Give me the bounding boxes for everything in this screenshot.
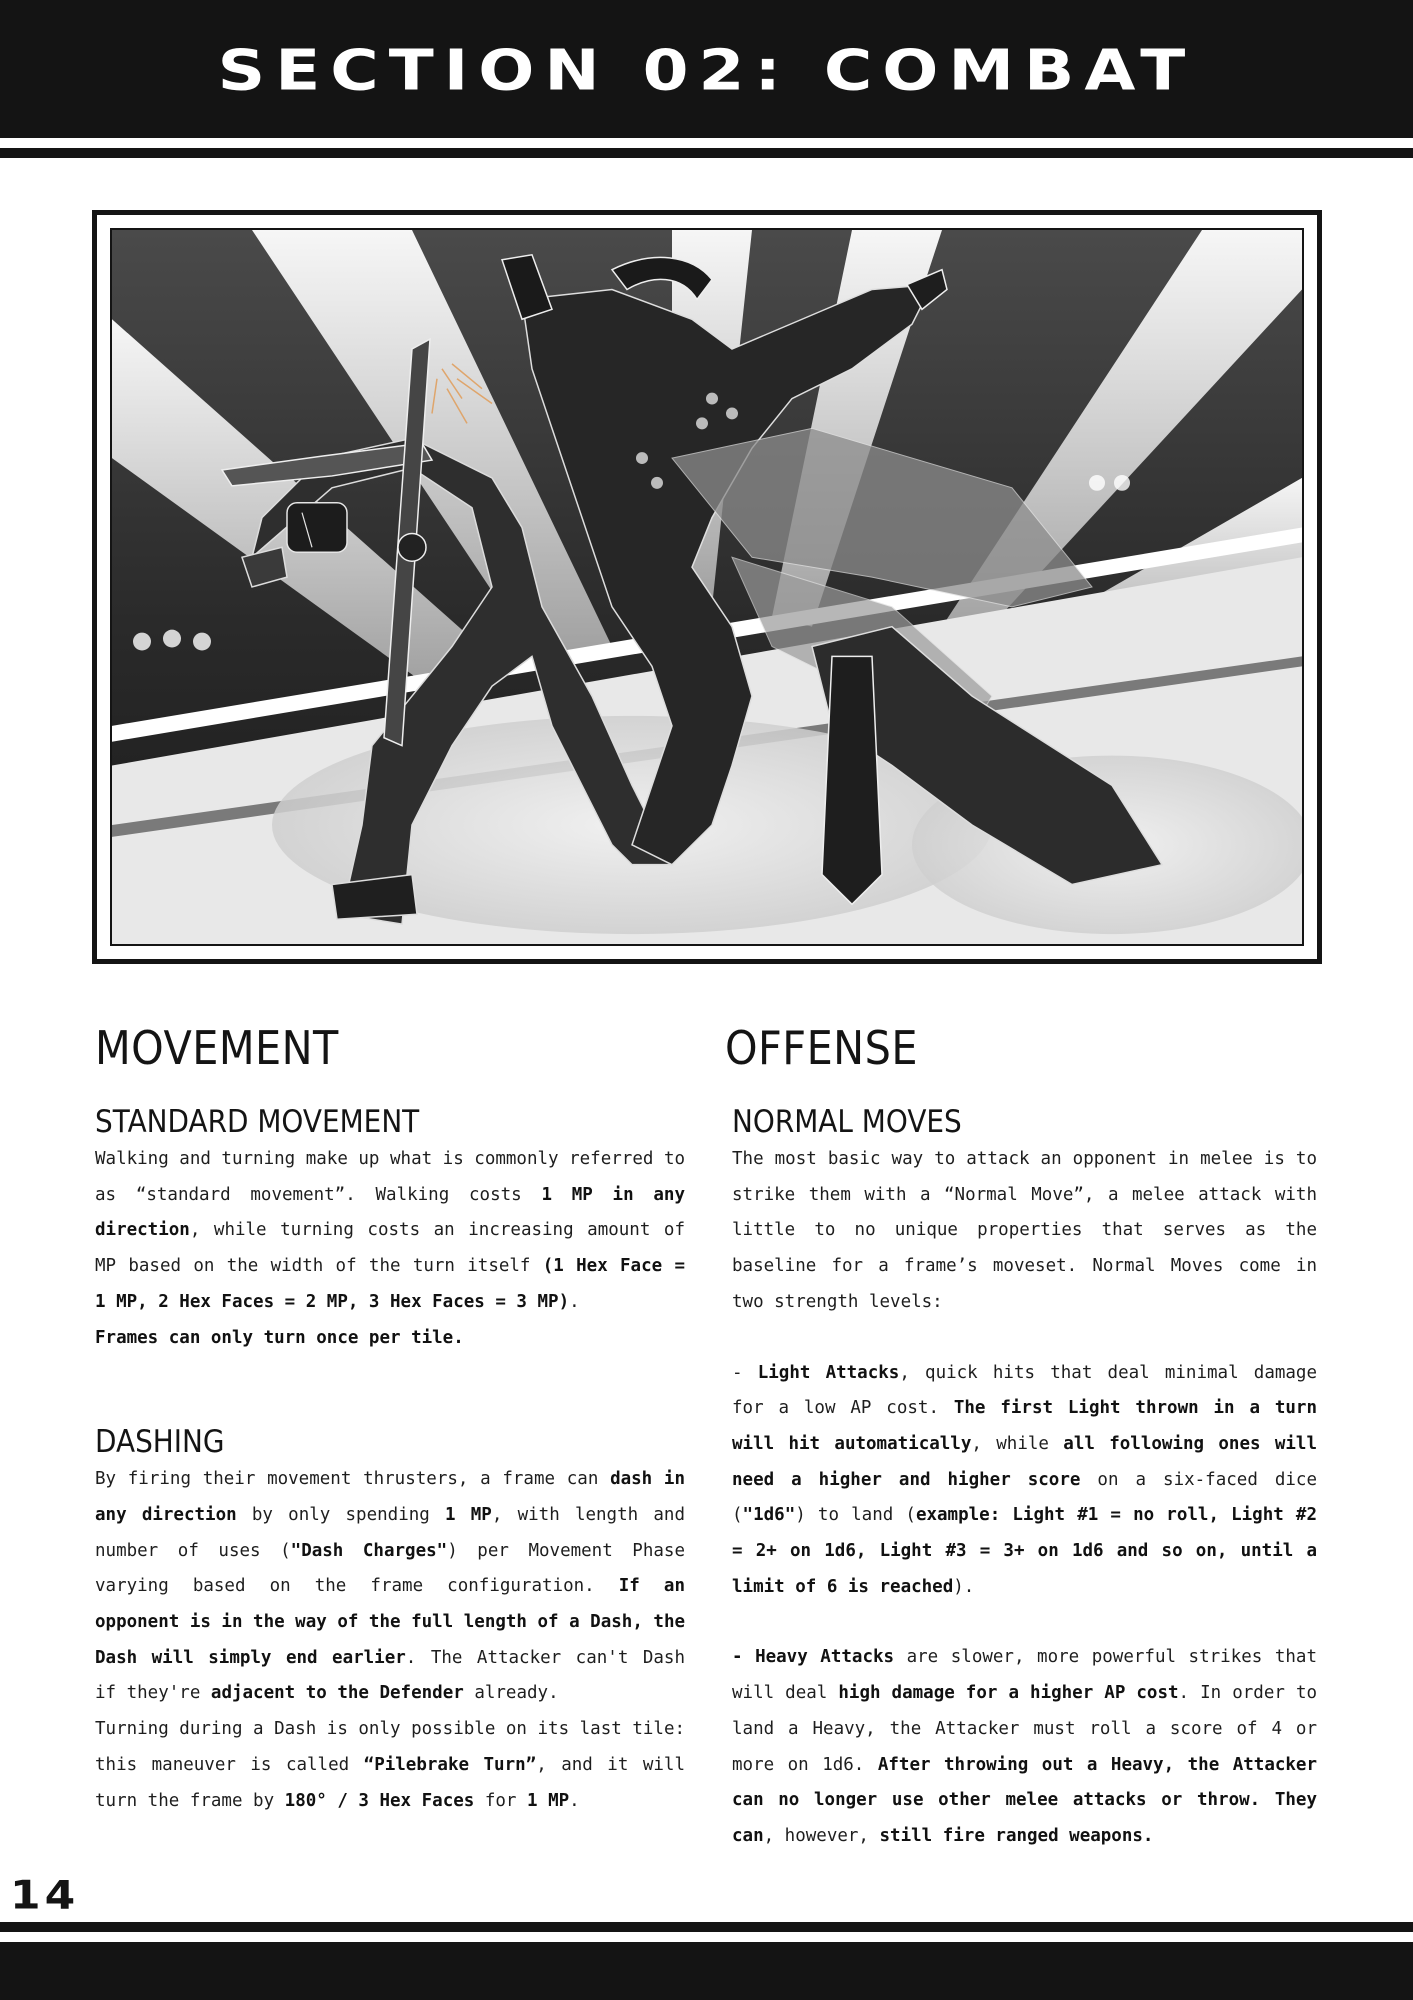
header-divider [0, 148, 1413, 158]
section-title: SECTION 02: COMBAT [217, 37, 1196, 104]
illustration-frame [92, 210, 1322, 964]
movement-column [95, 1020, 685, 1819]
dashing-heading: DASHING [95, 1424, 225, 1461]
standard-movement-heading: STANDARD MOVEMENT [95, 1104, 420, 1140]
footer-divider [0, 1922, 1413, 1932]
normal-moves-intro: The most basic way to attack an opponent in melee is to strike them with a “Normal Move”, a melee attack with little to no unique properties that serves as the baseline for a frame’s moveset. Normal Moves come in two strength levels: [732, 1149, 1317, 1312]
normal-moves-heading: NORMAL MOVES [732, 1104, 962, 1140]
footer-bar [0, 1942, 1413, 2000]
movement-heading: MOVEMENT [95, 1021, 339, 1075]
light-attacks-text: - Light Attacks, quick hits that deal minimal damage for a low AP cost. The first Light thrown in a turn will hit automatically, while all following ones will need a higher and higher score on a six-faced dice ("1d6") to land (example: Light #1 = no roll, Light #2 = 2+ on 1d6, Light #3 = 3+ on 1d6 and so on, until a limit of 6 is reached). [732, 1362, 1318, 1597]
heavy-attacks-text: - Heavy Attacks are slower, more powerful strikes that will deal high damage for a higher AP cost. In order to land a Heavy, the Attacker must roll a score of 4 or more on 1d6. After throwing out a Heavy, the Attacker can no longer use other melee attacks or throw. They can, however, still fire ranged weapons. [732, 1647, 1318, 1846]
offense-column [727, 1020, 1317, 1855]
mech-battle-illustration [110, 228, 1304, 946]
standard-movement-text: Walking and turning make up what is commonly referred to as “standard movement”. Walking costs 1 MP in any direction, while turning costs an increasing amount of MP based on the width of the turn itself (1 Hex Face = 1 MP, 2 Hex Faces = 2 MP, 3 Hex Faces = 3 MP). Frames can only turn once per tile. [95, 1149, 686, 1348]
page-number: 14 [10, 1872, 80, 1919]
dashing-text: By firing their movement thrusters, a frame can dash in any direction by only spending 1 MP, with length and number of uses ("Dash Charges") per Movement Phase varying based on the frame configuration. If an opponent is in the way of the full length of a Dash, the Dash will simply end earlier. The Attacker can't Dash if they're adjacent to the Defender already. Turning during a Dash is only possible on its last tile: this maneuver is called “Pilebrake Turn”, and it will turn the frame by 180° / 3 Hex Faces for 1 MP. [95, 1469, 686, 1811]
offense-heading: OFFENSE [725, 1021, 918, 1075]
